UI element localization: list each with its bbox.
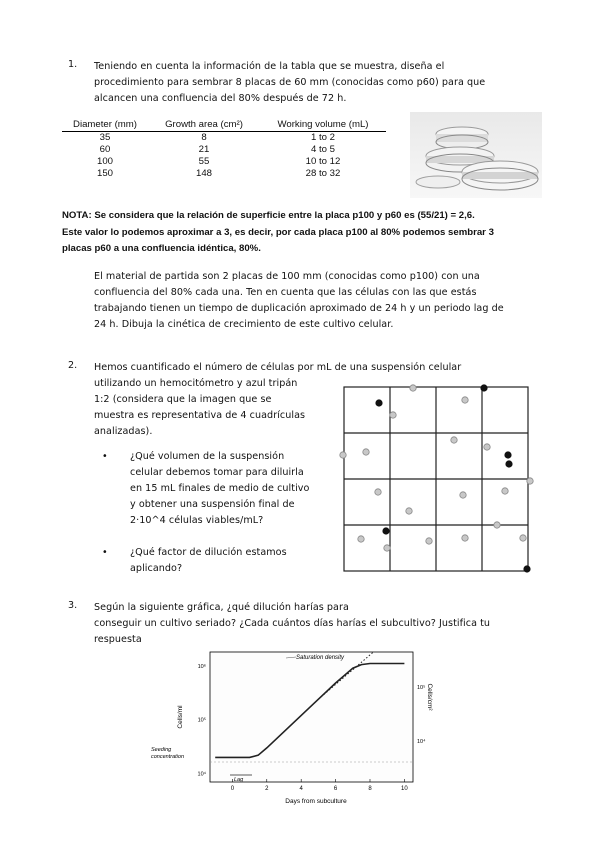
table-header: Working volume (mL) xyxy=(260,118,386,132)
nota-line: NOTA: Se considera que la relación de superficie entre la placa p100 y p60 es (55/21) = 2,6. xyxy=(62,210,475,221)
q2-bullets xyxy=(102,449,320,577)
table-header: Growth area (cm²) xyxy=(148,118,260,132)
q2-line: 1:2 (considera que la imagen que se xyxy=(94,394,272,405)
nota-line: Este valor lo podemos aproximar a 3, es decir, por cada placa p100 al 80% podemos sembrar 3 xyxy=(62,226,494,238)
x-tick-label: 6 xyxy=(333,786,338,792)
q1-line: procedimiento para sembrar 8 placas de 60 mm (conocidas como p60) para que xyxy=(94,77,486,88)
petri-dish-photo xyxy=(410,112,542,198)
q1-number: 1. xyxy=(68,59,78,70)
y-tick-label-right: 10⁴ xyxy=(417,739,426,746)
table-cell: 60 xyxy=(99,144,111,155)
bullet-line: ¿Qué volumen de la suspensión xyxy=(130,451,285,462)
q1-line: alcancen una confluencia del 80% después de 72 h. xyxy=(94,93,347,104)
table-cell: 21 xyxy=(198,144,210,155)
plot-area xyxy=(210,652,413,782)
x-tick-label: 10 xyxy=(401,786,408,792)
y-axis-label: Cells/ml xyxy=(177,705,184,729)
q1-text xyxy=(94,59,564,107)
q3-line: respuesta xyxy=(94,634,142,645)
q2-line: muestra es representativa de 4 cuadrículas xyxy=(94,410,306,421)
table-cell: 4 to 5 xyxy=(310,144,335,155)
nota-line: placas p60 a una confluencia idéntica, 80%. xyxy=(62,243,261,254)
q3-number: 3. xyxy=(68,600,78,611)
table-cell: 150 xyxy=(96,168,113,179)
bullet-icon: • xyxy=(102,547,108,558)
table-cell: 100 xyxy=(96,156,113,167)
q2-line: analizadas). xyxy=(94,426,153,437)
q3-text xyxy=(94,600,564,648)
y-tick-label: 10⁵ xyxy=(197,717,206,724)
table-row xyxy=(62,132,386,145)
y-axis-label-right: Cells/cm² xyxy=(426,683,433,711)
table-cell: 55 xyxy=(198,156,210,167)
nota-block xyxy=(62,208,552,258)
x-tick-label: 0 xyxy=(230,786,235,792)
lag-label: Lag xyxy=(234,777,244,783)
bullet-item xyxy=(102,449,320,529)
table-cell: 8 xyxy=(201,132,207,143)
seeding-label xyxy=(151,747,184,760)
paragraph-line: 24 h. Dibuja la cinética de crecimiento de este cultivo celular. xyxy=(94,319,394,330)
bullet-item xyxy=(102,545,320,577)
table-header: Diameter (mm) xyxy=(62,118,148,132)
q1-paragraph xyxy=(94,269,554,333)
x-tick-label: 2 xyxy=(265,786,269,792)
q3-line: Según la siguiente gráfica, ¿qué dilución harías para xyxy=(94,602,349,613)
q2-line: utilizando un hemocitómetro y azul tripán xyxy=(94,378,298,389)
paragraph-line: confluencia del 80% cada una. Ten en cuenta que las células con las que estás xyxy=(94,287,477,298)
bullet-line: 2·10^4 células viables/mL? xyxy=(130,515,264,526)
q3-line: conseguir un cultivo seriado? ¿Cada cuántos días harías el subcultivo? Justifica tu xyxy=(94,618,491,629)
seeding-label-line: concentration xyxy=(151,754,185,760)
table-cell: 1 to 2 xyxy=(310,132,335,143)
q2-number: 2. xyxy=(68,360,78,371)
bullet-line: aplicando? xyxy=(130,563,183,574)
x-tick-label: 8 xyxy=(368,786,372,792)
table-cell: 35 xyxy=(99,132,111,143)
saturation-label: Saturation density xyxy=(296,655,345,661)
paragraph-line: trabajando tienen un tiempo de duplicación aproximado de 24 h y un periodo lag de xyxy=(94,303,504,314)
table-cell: 28 to 32 xyxy=(305,168,341,179)
bullet-line: en 15 mL finales de medio de cultivo xyxy=(130,483,310,494)
growth-chart xyxy=(146,647,436,807)
seeding-label-line: Seeding xyxy=(151,747,172,753)
y-tick-label: 10⁴ xyxy=(197,771,206,778)
x-tick-label: 4 xyxy=(299,786,303,792)
y-tick-label-right: 10⁵ xyxy=(417,685,426,692)
dish-table xyxy=(62,118,386,180)
x-axis-label: Days from subculture xyxy=(285,798,347,805)
q1-line: Teniendo en cuenta la información de la tabla que se muestra, diseña el xyxy=(94,61,445,72)
table-row xyxy=(62,156,386,168)
bullet-icon: • xyxy=(102,451,108,462)
table-row xyxy=(62,144,386,156)
bullet-line: y obtener una suspensión final de xyxy=(130,499,295,510)
bullet-line: celular debemos tomar para diluirla xyxy=(130,467,304,478)
q2-line: Hemos cuantificado el número de células por mL de una suspensión celular xyxy=(94,362,462,373)
table-cell: 10 to 12 xyxy=(305,156,341,167)
hemocytometer-grid xyxy=(337,380,545,576)
bullet-line: ¿Qué factor de dilución estamos xyxy=(130,547,287,558)
table-cell: 148 xyxy=(195,168,212,179)
paragraph-line: El material de partida son 2 placas de 100 mm (conocidas como p100) con una xyxy=(94,271,480,282)
y-tick-label: 10⁶ xyxy=(197,663,206,670)
table-row xyxy=(62,168,386,180)
